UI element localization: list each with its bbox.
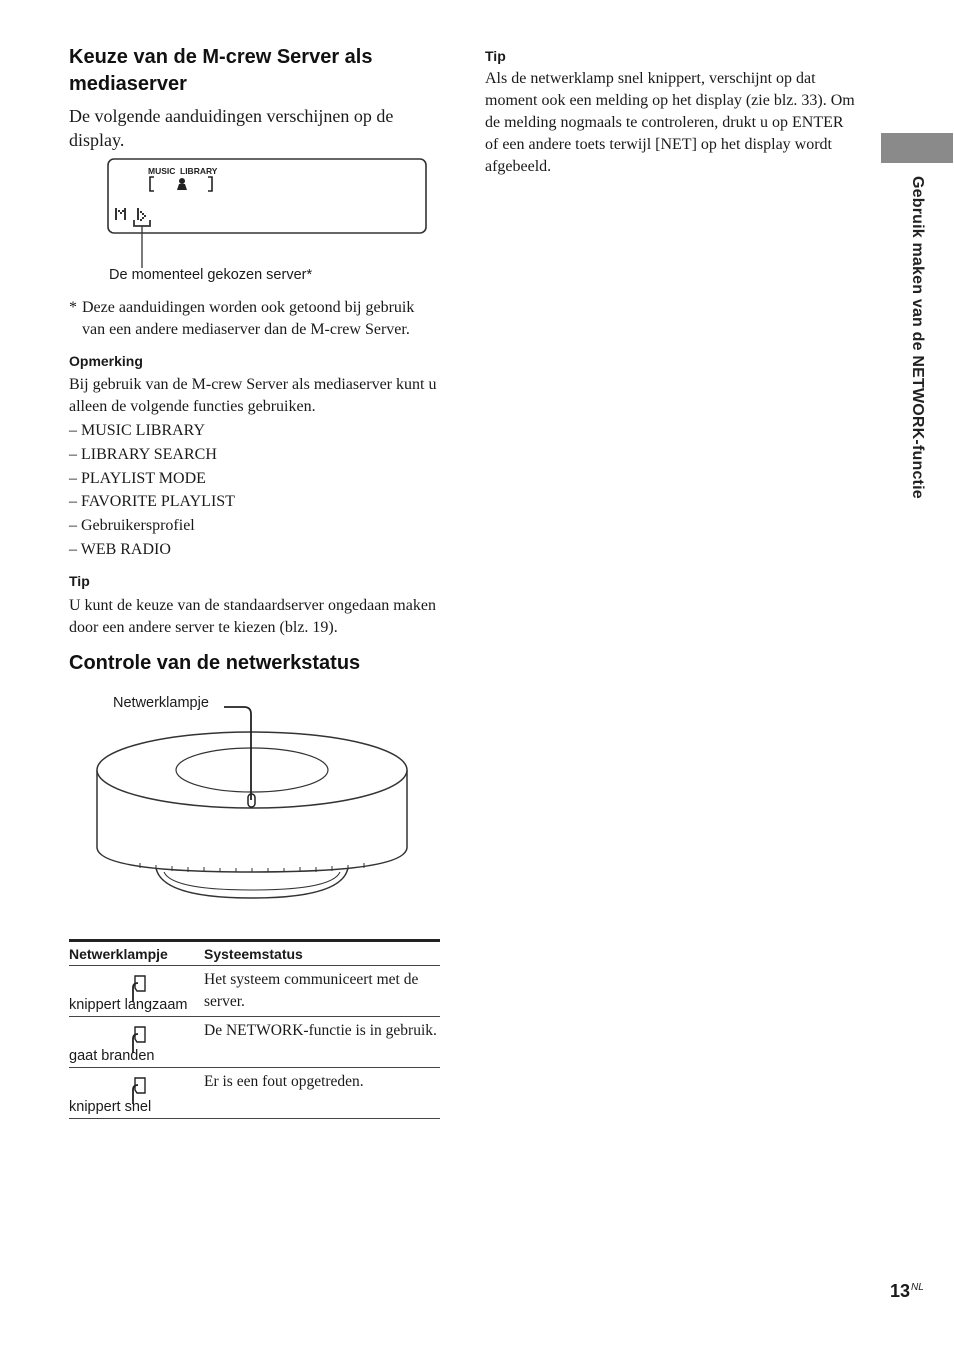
column-header-status: Systeemstatus — [204, 941, 440, 966]
right-tip-heading: Tip — [485, 48, 506, 64]
chapter-tab-label: Gebruik maken van de NETWORK-functie — [909, 176, 926, 499]
display-music-label: MUSIC — [148, 166, 176, 176]
display-caption — [109, 267, 312, 283]
lamp-state-label: knippert langzaam — [69, 997, 188, 1013]
display-library-label: LIBRARY — [180, 166, 218, 176]
display-caption-text: De momenteel gekozen server — [109, 267, 307, 283]
note-text: Bij gebruik van de M-crew Server als mediaserver kunt u alleen de volgende functies gebruiken. — [69, 376, 437, 415]
lamp-cell — [69, 1068, 204, 1119]
page-number — [890, 1281, 924, 1302]
speaker-device-graphic — [90, 700, 420, 900]
intro-text: De volgende aanduidingen verschijnen op de display. — [69, 106, 394, 150]
list-item: – WEB RADIO — [69, 540, 171, 558]
status-text: De NETWORK-functie is in gebruik. — [204, 1017, 440, 1068]
chapter-tab — [881, 133, 953, 163]
function-list — [69, 419, 441, 562]
table-row — [69, 1017, 440, 1068]
tip-heading: Tip — [69, 573, 90, 589]
lamp-state-label: gaat branden — [69, 1048, 155, 1064]
table-row — [69, 966, 440, 1017]
footnote — [69, 297, 441, 341]
lamp-callout-label: Netwerklampje — [113, 695, 209, 711]
tip-text: U kunt de keuze van de standaardserver ongedaan maken door een andere server te kiezen (blz. 19). — [69, 597, 436, 636]
display-illustration — [100, 156, 440, 284]
list-item: – Gebruikersprofiel — [69, 517, 195, 535]
network-status-table — [69, 939, 440, 1119]
lamp-state-label: knippert snel — [69, 1099, 152, 1115]
table-row — [69, 1068, 440, 1119]
lamp-cell — [69, 1017, 204, 1068]
list-item: – MUSIC LIBRARY — [69, 422, 206, 439]
lamp-cell — [69, 966, 204, 1017]
display-caption-mark: * — [306, 267, 313, 283]
right-tip-text: Als de netwerklamp snel knippert, verschijnt op dat moment ook een melding op het display (zie blz. 33). Om de melding nogmaals te controleren, drukt u op ENTER of een andere toets terwijl [NET] op het display wordt afgebeeld. — [485, 70, 855, 175]
section-heading-server: Keuze van de M-crew Server als mediaserver — [69, 46, 373, 95]
status-text: Er is een fout opgetreden. — [204, 1068, 440, 1119]
page-number-value: 13 — [890, 1281, 911, 1301]
device-illustration — [90, 700, 420, 900]
display-panel-graphic — [100, 156, 440, 284]
note-heading: Opmerking — [69, 353, 143, 369]
footnote-text: Deze aanduidingen worden ook getoond bij gebruik van een andere mediaserver dan de M-crew Server. — [82, 299, 415, 338]
column-header-lamp: Netwerklampje — [69, 941, 204, 966]
section-heading-network-status: Controle van de netwerkstatus — [69, 652, 361, 674]
list-item: – PLAYLIST MODE — [69, 469, 206, 487]
list-item: – FAVORITE PLAYLIST — [69, 493, 235, 511]
footnote-mark: * — [69, 299, 77, 316]
table-header-row — [69, 941, 440, 966]
page-number-suffix: NL — [911, 1282, 924, 1293]
list-item: – LIBRARY SEARCH — [69, 445, 217, 463]
status-text: Het systeem communiceert met de server. — [204, 966, 440, 1017]
